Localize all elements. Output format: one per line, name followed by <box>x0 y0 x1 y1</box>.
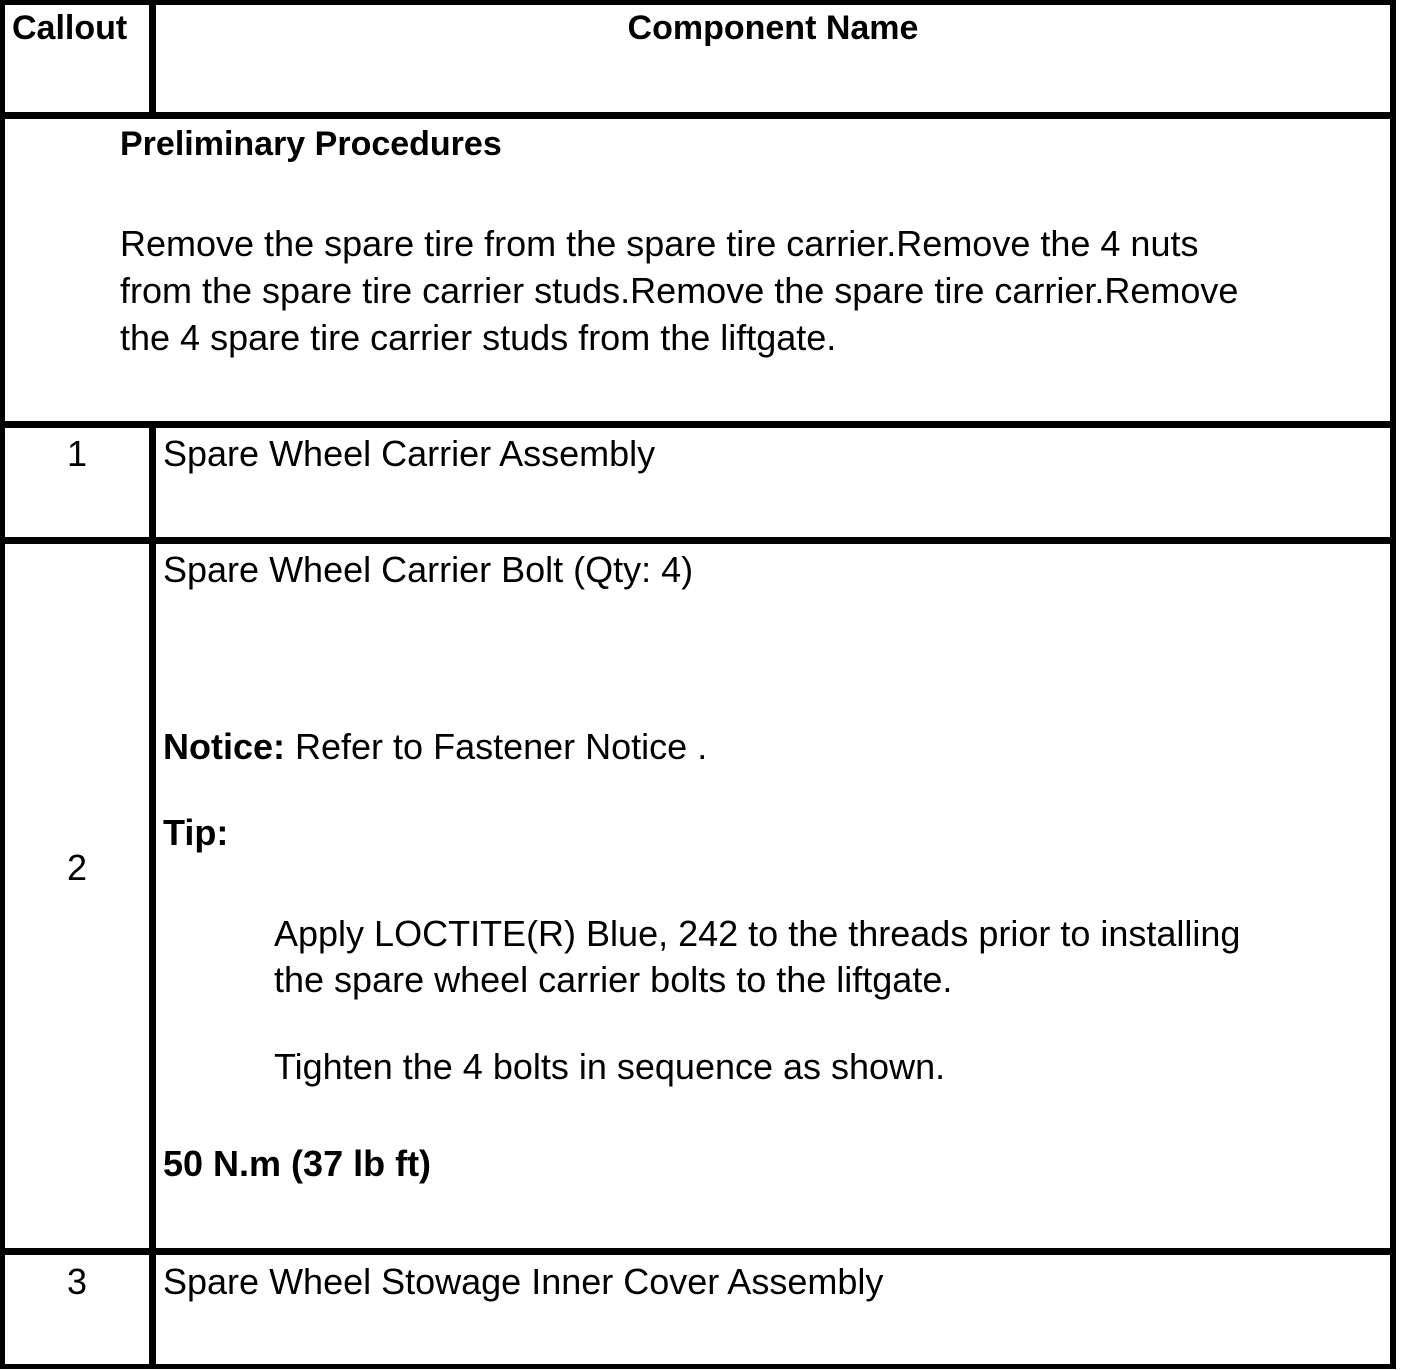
row-3-callout: 3 <box>66 1261 88 1302</box>
row-1-divider <box>2 537 1396 544</box>
notice-text: Refer to Fastener Notice . <box>285 726 708 767</box>
row-2-callout: 2 <box>66 847 88 888</box>
table-border-right <box>1390 0 1396 1369</box>
notice-line <box>163 724 707 770</box>
tip-label: Tip: <box>163 812 229 853</box>
column-divider-rows <box>149 424 156 1369</box>
preliminary-divider <box>2 421 1396 428</box>
preliminary-line-1: Remove the spare tire from the spare tire carrier.Remove the 4 nuts <box>120 223 1199 264</box>
row-1-component-name: Spare Wheel Carrier Assembly <box>163 433 656 474</box>
preliminary-title: Preliminary Procedures <box>120 125 502 163</box>
torque-spec: 50 N.m (37 lb ft) <box>163 1143 432 1184</box>
table-border-bottom <box>2 1364 1396 1369</box>
preliminary-line-2: from the spare tire carrier studs.Remove the spare tire carrier.Remove <box>120 270 1239 311</box>
notice-label: Notice: <box>163 726 286 767</box>
row-2-divider <box>2 1248 1396 1255</box>
preliminary-line-3: the 4 spare tire carrier studs from the liftgate. <box>120 317 837 358</box>
header-divider <box>2 112 1396 119</box>
row-2-component-name: Spare Wheel Carrier Bolt (Qty: 4) <box>163 549 694 590</box>
row-1-callout: 1 <box>66 433 88 474</box>
component-name-header: Component Name <box>627 9 919 47</box>
tip-line-1: Apply LOCTITE(R) Blue, 242 to the threads prior to installing <box>274 913 1241 954</box>
callout-header: Callout <box>12 9 128 47</box>
row-3-component-name: Spare Wheel Stowage Inner Cover Assembly <box>163 1261 884 1302</box>
tip-extra: Tighten the 4 bolts in sequence as shown. <box>274 1046 946 1087</box>
tip-line-2: the spare wheel carrier bolts to the liftgate. <box>274 959 953 1000</box>
table-border-left <box>0 0 5 1369</box>
column-divider-header <box>149 0 156 116</box>
